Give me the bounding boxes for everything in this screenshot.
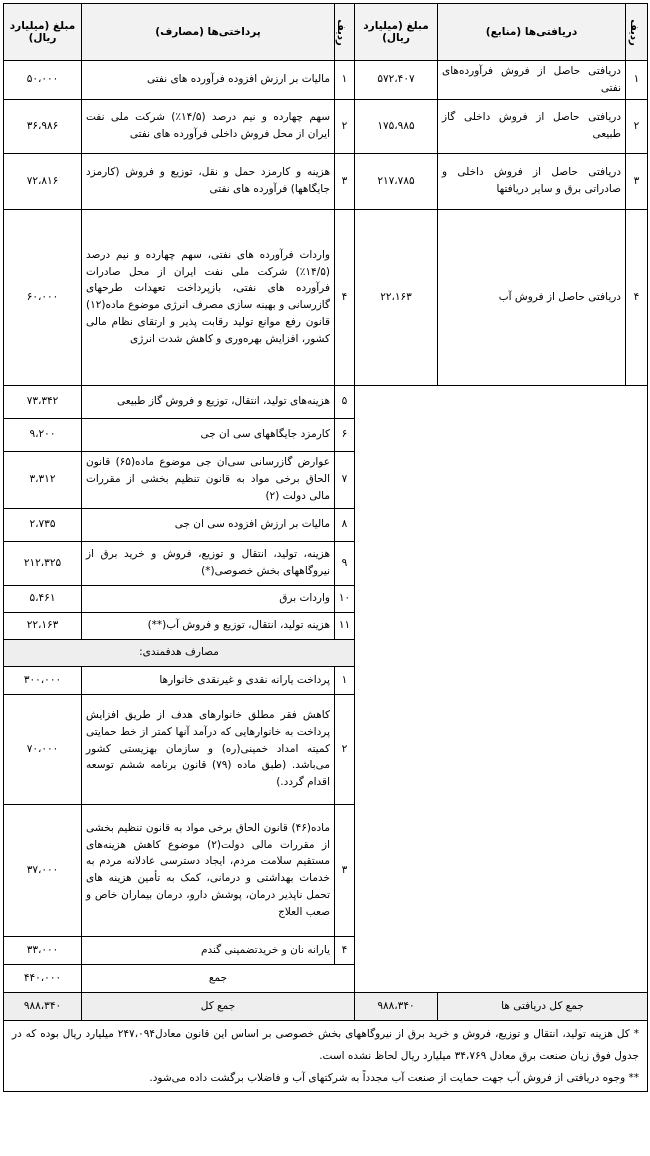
total-receipts-amount: ۹۸۸،۳۴۰ [355,992,438,1020]
budget-table-container [3,3,647,1153]
receipt-label: دریافتی حاصل از فروش فرآورده‌های نفتی [438,61,626,100]
footnote: ** وجوه دریافتی از فروش آب جهت حمایت از صنعت آب مجدداً به شرکتهای آب و فاضلاب برگشت داده می‌شود. [149,1071,639,1084]
grand-total-row [4,992,648,1020]
table-row [4,61,648,100]
table-row [4,99,648,153]
payment-amount: ۳۶،۹۸۶ [4,99,82,153]
payment-label: هزینه تولید، انتقال، توزیع و فروش آب(**) [82,612,335,639]
total-payments-label: جمع کل [82,992,355,1020]
payment-amount: ۷۲،۸۱۶ [4,153,82,209]
payment-amount: ۲،۷۳۵ [4,508,82,541]
table-row [4,153,648,209]
payment-amount: ۵،۴۶۱ [4,585,82,612]
receipt-label: دریافتی حاصل از فروش داخلی گاز طبیعی [438,99,626,153]
payment-amount: ۳،۳۱۲ [4,451,82,508]
targeted-index: ۱ [335,666,355,694]
receipts-header: دریافتی‌ها (منابع) [438,4,626,61]
targeted-amount: ۳۷،۰۰۰ [4,804,82,936]
payment-amount: ۷۳،۳۴۲ [4,385,82,418]
targeted-index: ۳ [335,804,355,936]
payment-index: ۸ [335,508,355,541]
total-payments-amount: ۹۸۸،۳۴۰ [4,992,82,1020]
payment-amount: ۹،۲۰۰ [4,418,82,451]
payment-label: واردات برق [82,585,335,612]
receipt-amount: ۱۷۵،۹۸۵ [355,99,438,153]
targeted-index: ۲ [335,694,355,804]
targeted-label: پرداخت یارانه نقدی و غیرنقدی خانوارها [82,666,335,694]
targeted-subheader: مصارف هدفمندی: [4,639,355,666]
targeted-label: کاهش فقر مطلق خانوارهای هدف از طریق افزایش پرداخت به خانوارهایی که درآمد آنها کمتر از خط حمایتی کمیته امداد خمینی(ره) و سازمان بهزیستی کشور می‌باشد. (طبق ماده (۷۹) قانون برنامه ششم توسعه اقدام گردد.) [82,694,335,804]
targeted-label: یارانه نان و خریدتضمینی گندم [82,936,335,964]
payment-index: ۱۰ [335,585,355,612]
payment-label: مالیات بر ارزش افزوده سی ان جی [82,508,335,541]
targeted-amount: ۷۰،۰۰۰ [4,694,82,804]
receipt-index: ۱ [626,61,648,100]
targeted-index: ۴ [335,936,355,964]
receipt-amount: ۵۷۲،۴۰۷ [355,61,438,100]
payment-label: کارمزد جایگاههای سی ان جی [82,418,335,451]
payment-amount: ۲۲،۱۶۳ [4,612,82,639]
footnote: * کل هزینه تولید، انتقال و توزیع، فروش و خرید برق از نیروگاههای بخش خصوصی بر اساس این قانون معادل۲۴۷،۰۹۴ میلیارد ریال بوده که در جدول فوق زیان صنعت برق معادل ۳۴،۷۶۹ میلیارد ریال لحاظ نشده است. [12,1027,639,1062]
receipt-index: ۳ [626,153,648,209]
payments-amount-header: مبلغ (میلیارد ریال) [4,4,82,61]
notes-row [4,1020,648,1091]
receipt-amount: ۲۱۷،۷۸۵ [355,153,438,209]
payment-amount: ۲۱۲،۳۲۵ [4,541,82,585]
receipt-label: دریافتی حاصل از فروش داخلی و صادراتی برق و سایر دریافتها [438,153,626,209]
header-row [4,4,648,61]
payments-radif-header: ردیف [335,4,355,61]
receipt-index: ۴ [626,209,648,385]
payment-label: هزینه، تولید، انتقال و توزیع، فروش و خرید برق از نیروگاههای بخش خصوصی(*) [82,541,335,585]
payment-label: هزینه‌های تولید، انتقال، توزیع و فروش گاز طبیعی [82,385,335,418]
payment-index: ۱۱ [335,612,355,639]
payment-index: ۵ [335,385,355,418]
payment-index: ۷ [335,451,355,508]
sum-amount: ۴۴۰،۰۰۰ [4,964,82,992]
payment-label: واردات فرآورده های نفتی، سهم چهارده و نیم درصد (۱۴/۵٪) شرکت ملی نفت ایران از محل صادرات فرآورده های نفتی، بازپرداخت تعهدات طرحهای گازرسانی و بهینه سازی مصرف انرژی موضوع ماده(۱۲) قانون رفع موانع تولید رقابت پذیر و ارتقای نظام مالی کشور، افزایش بهره‌وری و کاهش شدت انرژی [82,209,335,385]
sum-label: جمع [82,964,355,992]
receipt-amount: ۲۲،۱۶۳ [355,209,438,385]
receipts-amount-header: مبلغ (میلیارد ریال) [355,4,438,61]
targeted-amount: ۳۳،۰۰۰ [4,936,82,964]
payment-amount: ۶۰،۰۰۰ [4,209,82,385]
receipts-radif-header: ردیف [626,4,648,61]
payments-header: پرداختی‌ها (مصارف) [82,4,335,61]
payment-amount: ۵۰،۰۰۰ [4,61,82,100]
targeted-label: ماده(۴۶) قانون الحاق برخی مواد به قانون تنظیم بخشی از مقررات مالی دولت(۲) موضوع کاهش هزینه‌های مستقیم سلامت مردم، ایجاد دسترسی عادلانه مردم به خدمات بهداشتی و درمانی، کمک به تأمین هزینه های تحمل ناپذیر درمان، پوشش دارو، درمان بیماران خاص و صعب العلاج [82,804,335,936]
budget-table [3,3,648,1092]
total-receipts-label: جمع کل دریافتی ها [438,992,648,1020]
payment-label: سهم چهارده و نیم درصد (۱۴/۵٪) شرکت ملی نفت ایران از محل فروش داخلی فرآورده های نفتی [82,99,335,153]
payment-label: عوارض گازرسانی سی‌ان جی موضوع ماده(۶۵) قانون الحاق برخی مواد به قانون تنظیم بخشی از مقررات مالی دولت (۲) [82,451,335,508]
payment-label: هزینه و کارمزد حمل و نقل، توزیع و فروش (کارمزد جایگاهها) فرآورده های نفتی [82,153,335,209]
payment-index: ۶ [335,418,355,451]
payment-index: ۹ [335,541,355,585]
payment-index: ۲ [335,99,355,153]
payment-label: مالیات بر ارزش افزوده فرآورده های نفتی [82,61,335,100]
receipts-blank-area [355,385,648,992]
notes-cell [4,1020,648,1091]
payment-index: ۱ [335,61,355,100]
table-row [4,209,648,385]
payment-index: ۴ [335,209,355,385]
receipt-label: دریافتی حاصل از فروش آب [438,209,626,385]
receipt-index: ۲ [626,99,648,153]
targeted-amount: ۳۰۰،۰۰۰ [4,666,82,694]
table-row [4,385,648,418]
payment-index: ۳ [335,153,355,209]
